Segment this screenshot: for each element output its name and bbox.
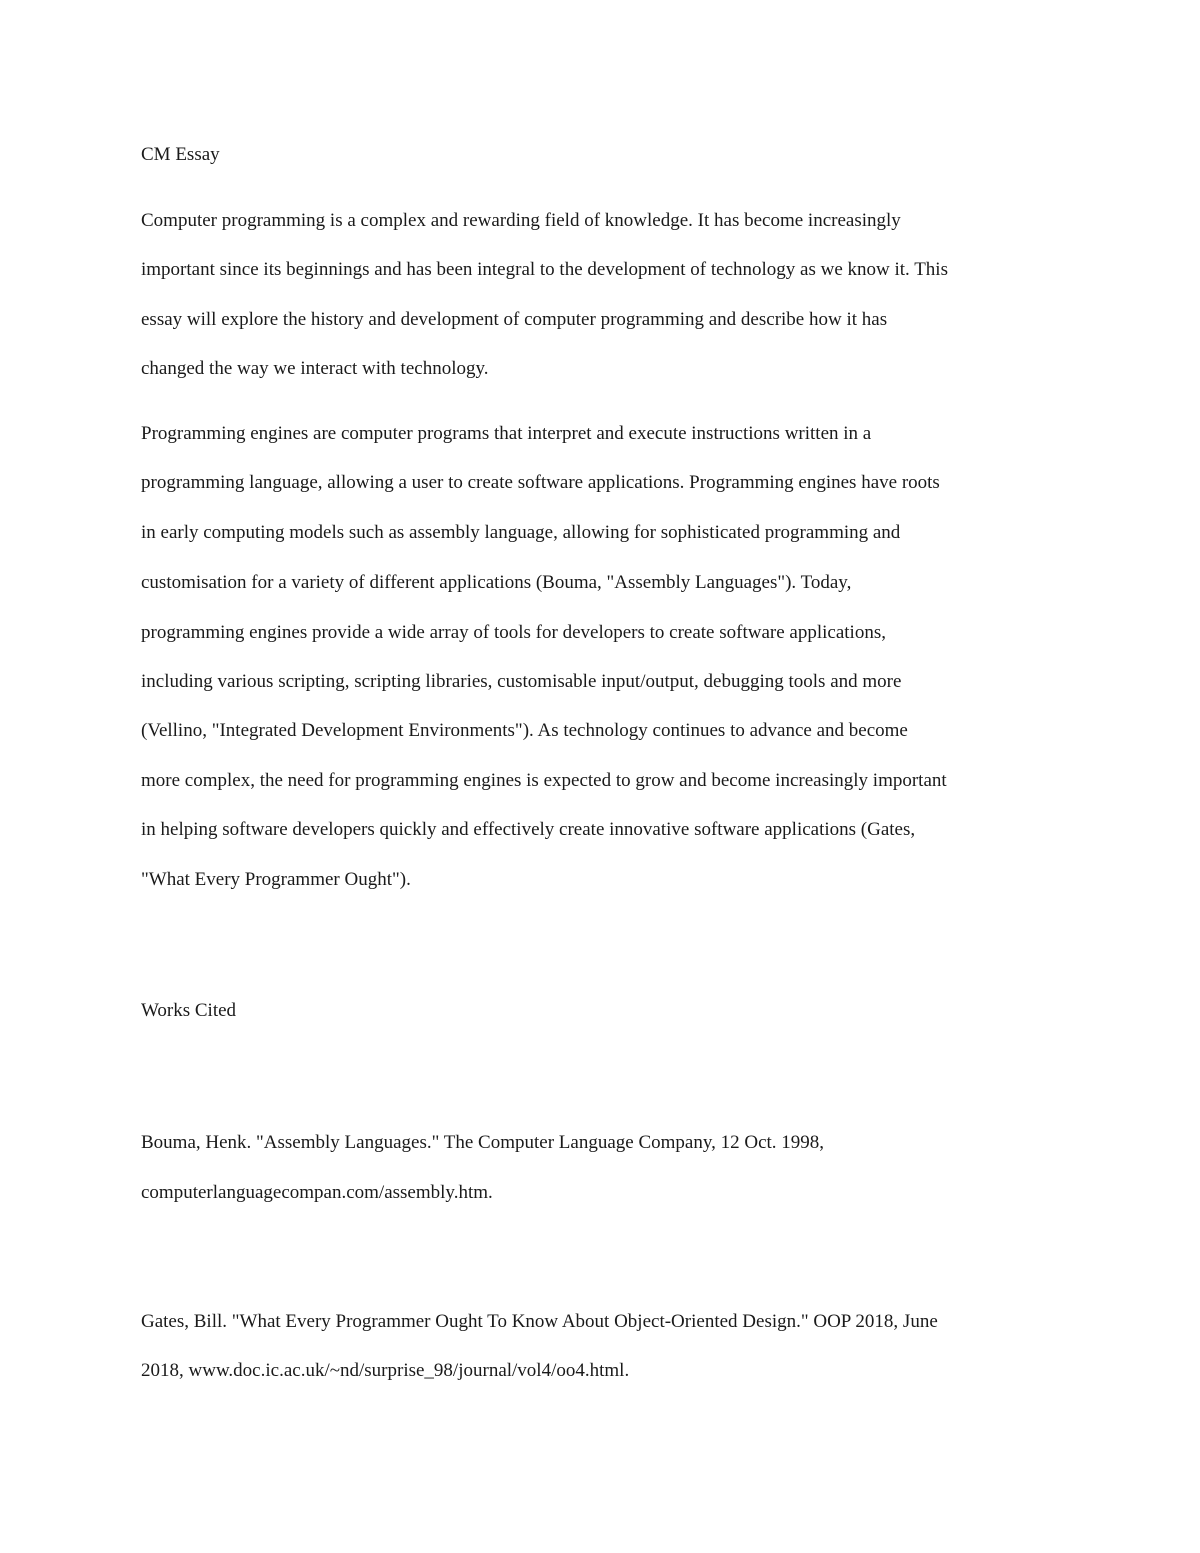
paragraph-line: customisation for a variety of different applications (Bouma, "Assembly Languages"). Today, xyxy=(141,572,852,593)
paragraph-line: (Vellino, "Integrated Development Environments"). As technology continues to advance and become xyxy=(141,720,908,741)
works-cited-heading: Works Cited xyxy=(141,1000,237,1021)
paragraph-line: changed the way we interact with technology. xyxy=(141,358,489,379)
citation-line: Gates, Bill. "What Every Programmer Ought To Know About Object-Oriented Design." OOP 2018, June xyxy=(141,1311,938,1332)
citation-line: computerlanguagecompan.com/assembly.htm. xyxy=(141,1182,493,1203)
document-title: CM Essay xyxy=(141,144,220,165)
paragraph-line: including various scripting, scripting libraries, customisable input/output, debugging tools and more xyxy=(141,671,902,692)
paragraph-line: essay will explore the history and development of computer programming and describe how it has xyxy=(141,309,888,330)
paragraph-line: "What Every Programmer Ought"). xyxy=(141,869,411,890)
paragraph-line: programming language, allowing a user to create software applications. Programming engines have roots xyxy=(141,472,940,493)
paragraph-line: programming engines provide a wide array of tools for developers to create software applications, xyxy=(141,622,886,643)
citation-line: Bouma, Henk. "Assembly Languages." The Computer Language Company, 12 Oct. 1998, xyxy=(141,1132,825,1153)
paragraph-line: in helping software developers quickly and effectively create innovative software applications (Gates, xyxy=(141,819,916,840)
paragraph-line: Computer programming is a complex and rewarding field of knowledge. It has become increasingly xyxy=(141,210,901,231)
citation-line: 2018, www.doc.ic.ac.uk/~nd/surprise_98/journal/vol4/oo4.html. xyxy=(141,1360,630,1381)
paragraph-line: more complex, the need for programming engines is expected to grow and become increasingly important xyxy=(141,770,947,791)
paragraph-line: in early computing models such as assembly language, allowing for sophisticated programming and xyxy=(141,522,901,543)
paragraph-line: important since its beginnings and has been integral to the development of technology as we know it. This xyxy=(141,259,948,280)
paragraph-line: Programming engines are computer programs that interpret and execute instructions written in a xyxy=(141,423,872,444)
